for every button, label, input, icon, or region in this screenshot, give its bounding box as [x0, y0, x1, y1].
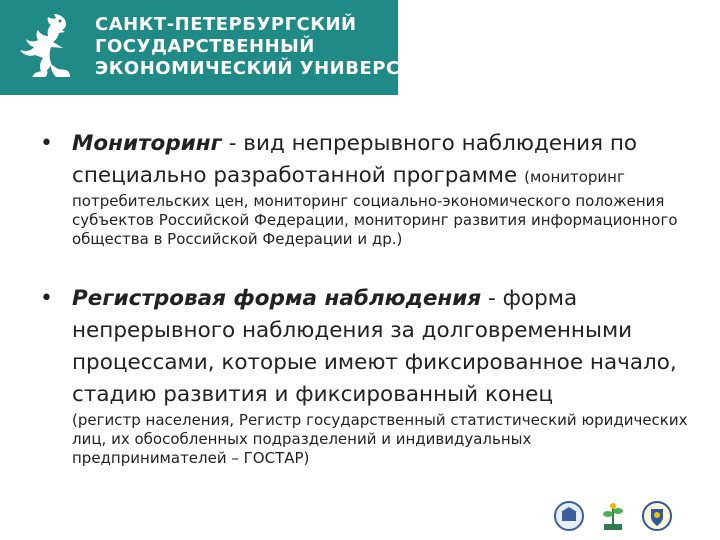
bullet-dot-icon: • [40, 131, 53, 156]
shield-emblem-icon [640, 500, 674, 532]
slide-content [40, 128, 690, 468]
university-name-line-2: ГОСУДАРСТВЕННЫЙ [95, 36, 315, 57]
examples-register-form: (регистр населения, Регистр государственный статистический юридических лиц, их обособленных подразделений и индивидуальных предпринимателей – ГОСТАР) [72, 411, 688, 467]
header-banner [0, 0, 454, 95]
plant-emblem-icon [596, 500, 630, 532]
examples-monitoring: потребительских цен, мониторинг социально-экономического положения субъектов Российской Федерации, мониторинг развития информационного общества в Российской Федерации и др.) [72, 192, 678, 248]
university-name [95, 14, 454, 80]
bullet-register-main [72, 283, 690, 411]
university-name-line-3: ЭКОНОМИЧЕСКИЙ УНИВЕРСИТЕТ [95, 58, 454, 79]
term-register-form: Регистровая форма наблюдения [72, 286, 482, 311]
examples-monitoring-inline: (мониторинг [524, 168, 625, 186]
definition-register-form: - форма непрерывного наблюдения за долговременными процессами, которые имеют фиксированное начало, стадию развития и фиксированный конец [72, 286, 677, 407]
bullet-register-form [40, 283, 690, 468]
university-emblem-icon [552, 500, 586, 532]
griffin-logo-icon [14, 8, 80, 88]
bullet-monitoring-main [72, 128, 690, 192]
bullet-monitoring [40, 128, 690, 249]
university-name-line-1: САНКТ-ПЕТЕРБУРГСКИЙ [95, 14, 357, 35]
footer-logos [552, 500, 674, 532]
term-monitoring: Мониторинг [72, 131, 222, 156]
bullet-dot-icon: • [40, 286, 53, 311]
definition-monitoring: - вид непрерывного наблюдения по специально разработанной программе [72, 131, 638, 188]
